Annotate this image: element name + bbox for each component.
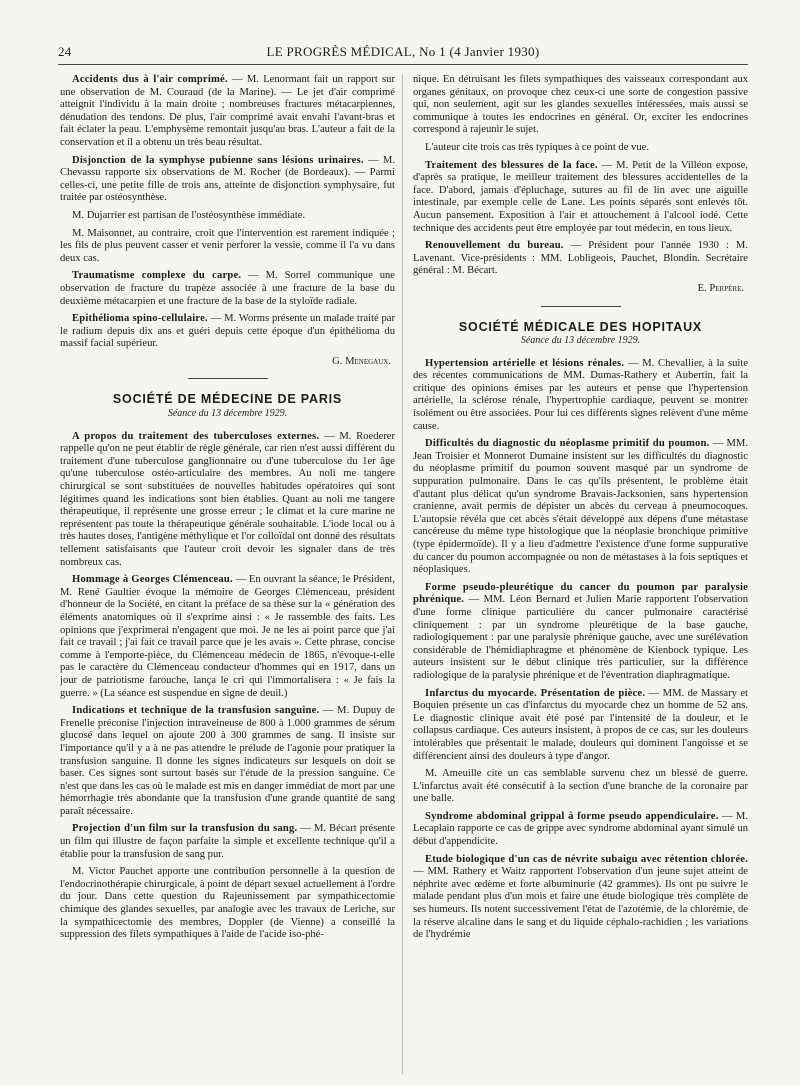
article-paragraph: M. Ameuille cite un cas semblable survenu chez un blessé de guerre. L'infarctus avait été consécutif à la section d'une branche de la coronaire par une balle. [413, 768, 748, 805]
article-paragraph: M. Maisonnet, au contraire, croit que l'intervention est rarement indiquée ; les fils de plus peuvent casser et venir perforer la vessie, comme il l'a vu dans deux cas. [60, 227, 395, 264]
article-paragraph: Difficultés du diagnostic du néoplasme primitif du poumon. — MM. Jean Troisier et Monnerot Dumaine insistent sur les difficultés du diagnostic du néoplasme primitif du poumon souvent masqué par un syndrome de suppuration pulmonaire. Dans le cas qu'ils présentent, le problème était d'autant plus délicat qu'un syndrome Bravais-Jacksonien, sans hypertension cranienne, avait permis de dépister un abcès du cerveau à pneumocoques. L'autopsie révéla que cet abcès s'était développé aux dépens d'une métastase cancéreuse du même type histologique que la néoplasie bronchique primitive (type épidermoïde). Il y a lieu d'admettre l'existence d'une forme suppurative du cancer du poumon accompagnée ou non de métastases à la fois septiques et néoplasiques. [413, 438, 748, 576]
article-paragraph: M. Victor Pauchet apporte une contribution personnelle à la question de l'endocrinothérapie chirurgicale, à point de départ sexuel actuellement à l'ordre du jour. Dans cette question du Rajeunissement par sympathicectomie chimique des glandes sexuelles, par analogie avec les travaux de Leriche, sur la sympathicectomie des membres, Doppler (de Vienne) a conseillé la suppression des filets sympathiques à l'aide de l'acide iso-phé- [60, 866, 395, 941]
article-paragraph: Infarctus du myocarde. Présentation de pièce. — MM. de Massary et Boquien présente un cas d'infarctus du myocarde chez un homme de 52 ans. Le diagnostic clinique avait été posé par l'intensité de la douleur, et le collapsus cardiaque. Ces auteurs insistent, à propos de ce cas, sur les douleurs intolérables que présentait le malade, douleurs qui dominent l'angoisse et se différencient ainsi des douleurs à type d'angor. [413, 687, 748, 762]
article-paragraph: Indications et technique de la transfusion sanguine. — M. Dupuy de Frenelle préconise l'injection intraveineuse de 800 à 1.000 grammes de sérum glucosé dans lequel on ajoute 200 à 300 grammes de sang. Il insiste sur l'importance qu'il y a à ne pas attendre le prélude de l'agonie pour pratiquer la transfusion sanguine. Il donne les signes indicateurs sur lesquels on doit se baser. Ces signes sont surtout basés sur l'étude de la pression sanguine. Ce n'est que dans les cas où le malade est mis en danger immédiat de mort par une hémorrhagie très abondante que la transfusion d'une grande quantité de sang paraît nécessaire. [60, 705, 395, 817]
article-paragraph: Syndrome abdominal grippal à forme pseudo appendiculaire. — M. Lecaplain rapporte ce cas de grippe avec syndrome abdominal ayant simulé un début d'appendicite. [413, 810, 748, 848]
right-column [413, 74, 748, 1074]
section-title: SOCIÉTÉ MÉDICALE DES HOPITAUX [458, 319, 703, 334]
article-paragraph: Projection d'un film sur la transfusion du sang. — M. Bécart présente un film qui illustre de façon parfaite la simple et excellente technique qu'il a établie pour la transfusion de sang pur. [60, 823, 395, 860]
section-date: Séance du 13 décembre 1929. [167, 408, 288, 420]
article-paragraph: Disjonction de la symphyse pubienne sans lésions urinaires. — M. Chevassu rapporte six observations de M. Rocher (de Bordeaux). — Parmi celles-ci, une petite fille de trois ans, atteinte de disjonction symphysaire, fut traitée par ostéosynthèse. [60, 154, 395, 204]
running-title: LE PROGRÈS MÉDICAL, No 1 (4 Janvier 1930) [266, 44, 540, 59]
author-signature: E. Perpère. [697, 282, 744, 294]
article-paragraph: Traumatisme complexe du carpe. — M. Sorrel communique une observation de fracture du trapèze associée à une fracture de la base du deuxième métacarpien et une fracture de la base de la styloïde radiale. [60, 270, 395, 307]
article-paragraph: Epithélioma spino-cellulaire. — M. Worms présente un malade traité par le radium depuis dix ans et guéri depuis cette époque d'un épithélioma du massif facial supérieur. [60, 313, 395, 350]
author-signature: G. Menegaux. [332, 355, 391, 367]
section-date: Séance du 13 décembre 1929. [520, 335, 641, 347]
article-paragraph: Forme pseudo-pleurétique du cancer du poumon par paralysie phrénique. — MM. Léon Bernard et Julien Marie rapportent l'observation d'une forme clinique particulière du cancer pulmonaire caractérisé cliniquement : par un syndrome pleurétique de la base gauche, radiologiquement : par une paralysie phrénique gauche, avec une surélévation considérable de l'hémidiaphragme et phénomène de Kienbock typique. Les auteurs insistent sur le début clinique très particulier, sur la différence radiologique de la paralysie phrénique et de l'éventration diaphragmatique. [413, 581, 748, 681]
header-rule [58, 64, 748, 65]
article-paragraph: Accidents dus à l'air comprimé. — M. Lenormant fait un rapport sur une observation de M. Couraud (de la Marine). — Le jet d'air comprimé atteignit l'individu à la main droite ; nombreuses fractures métacarpiennes, dénudation des tendons. De plus, l'air comprimé avait envahi l'avant-bras et fait éclater la peau. L'emphysème remontait jusqu'au bras. L'auteur a fait de la conservation et il a obtenu un très beau résultat. [60, 74, 395, 148]
section-divider [188, 378, 268, 379]
page-header [58, 38, 748, 60]
article-paragraph: A propos du traitement des tuberculoses externes. — M. Roederer rappelle qu'on ne peut établir de règle générale, car rien n'est aussi différent du traitement d'une tuberculose ganglionnaire ou d'une tuberculose du 1er âge qu'une tuberculose ostéo-articulaire des membres. Au noli me tangere chirurgical se sont substituées de nouvelles habitudes opératoires qui sont légitimes quand les indications sont bien établies. Quant au noli me tangere thérapeutique, il représente une grosse erreur ; le climat et la cure marine ne représentent pas toute la thérapeutique générale souhaitable. L'iode local ou à très hautes doses, l'antigène méthylique et l'or colloïdal ont donné des résultats tellement satisfaisants que l'auteur croit devoir les signaler dans de très nombreux cas. [60, 430, 395, 568]
page-number: 24 [58, 44, 72, 59]
article-paragraph: nique. En détruisant les filets sympathiques des vaisseaux correspondant aux organes génitaux, on provoque chez ceux-ci une sorte de congestion passive qui, non seulement, agit sur les glandes sexuelles intéressées, mais aussi se communique à toutes les endocrines en général. Or, exciter les endocrines correspond à rajeunir le sujet. [413, 74, 748, 136]
column-divider [402, 74, 403, 1074]
left-column [60, 74, 395, 1074]
article-paragraph: M. Dujarrier est partisan de l'ostéosynthèse immédiate. [72, 209, 306, 221]
article-paragraph: Hypertension artérielle et lésions rénales. — M. Chevallier, à la suite des récentes communications de MM. Dumas-Rathery et Aubertin, fait la critique des opinions émises par les auteurs et pense que l'hypertension artérielle, la sclérose rénale, l'hypertrophie cardiaque, peuvent se montrer isolément ou être associées. Pour lui ces différents signes relèvent d'une même cause. [413, 357, 748, 432]
article-paragraph: L'auteur cite trois cas très typiques à ce point de vue. [425, 141, 650, 153]
article-paragraph: Etude biologique d'un cas de névrite subaigu avec rétention chlorée. — MM. Rathery et Waitz rapportent l'observation d'un jeune sujet atteint de néphrite avec œdème et forte albuminurie (42 grammes). Ils ont pu suivre le malade pendant plus d'un mois et faire une étude biologique très complète de ses humeurs. Ils notent successivement l'état de l'azotémie, de la chlorémie, de la réserve alcaline dans le sang et du liquide céphalo-rachidien ; les variations de l'hydrémie [413, 853, 748, 941]
section-divider [541, 306, 621, 307]
section-title: SOCIÉTÉ DE MÉDECINE DE PARIS [112, 392, 343, 407]
article-paragraph: Traitement des blessures de la face. — M. Petit de la Villéon expose, d'après sa pratique, le meilleur traitement des blessures accidentelles de la face. D'abord, jamais d'épluchage, sutures au fil de lin avec une aiguille intestinale, par exemple celle de Lane. Les points séparés sont enlevés tôt. Aucun pansement. Exposition à l'air et attouchement à l'alcool iodé. Cette technique des accidents peut être employée par tout médecin, en tous lieux. [413, 159, 748, 234]
article-paragraph: Renouvellement du bureau. — Président pour l'année 1930 : M. Lavenant. Vice-présidents : MM. Lobligeois, Pauchet, Blondin. Secrétaire général : M. Bécart. [413, 240, 748, 277]
article-paragraph: Hommage à Georges Clémenceau. — En ouvrant la séance, le Président, M. René Gaultier évoque la mémoire de Georges Clémenceau, président d'honneur de la Société, en citant la préface de sa thèse sur la « génération des éléments anatomiques où il s'exprime ainsi : « Je rassemble des faits. Les opinions que j'exprimerai n'engagent que moi. Je ne les ai point parce que j'ai fait ce travail ; j'ai fait ce travail parce que je les avais ». Cette phrase, concise comme à l'emporte-pièce, du Clémenceau médecin de 1865, n'évoque-t-elle pas le caractère du Clémenceau conducteur d'hommes qui en 1917, dans un jour de patriotisme farouche, lança le cri qui l'immortalisera : « Je fais la guerre. » (La séance est suspendue en signe de deuil.) [60, 574, 395, 699]
